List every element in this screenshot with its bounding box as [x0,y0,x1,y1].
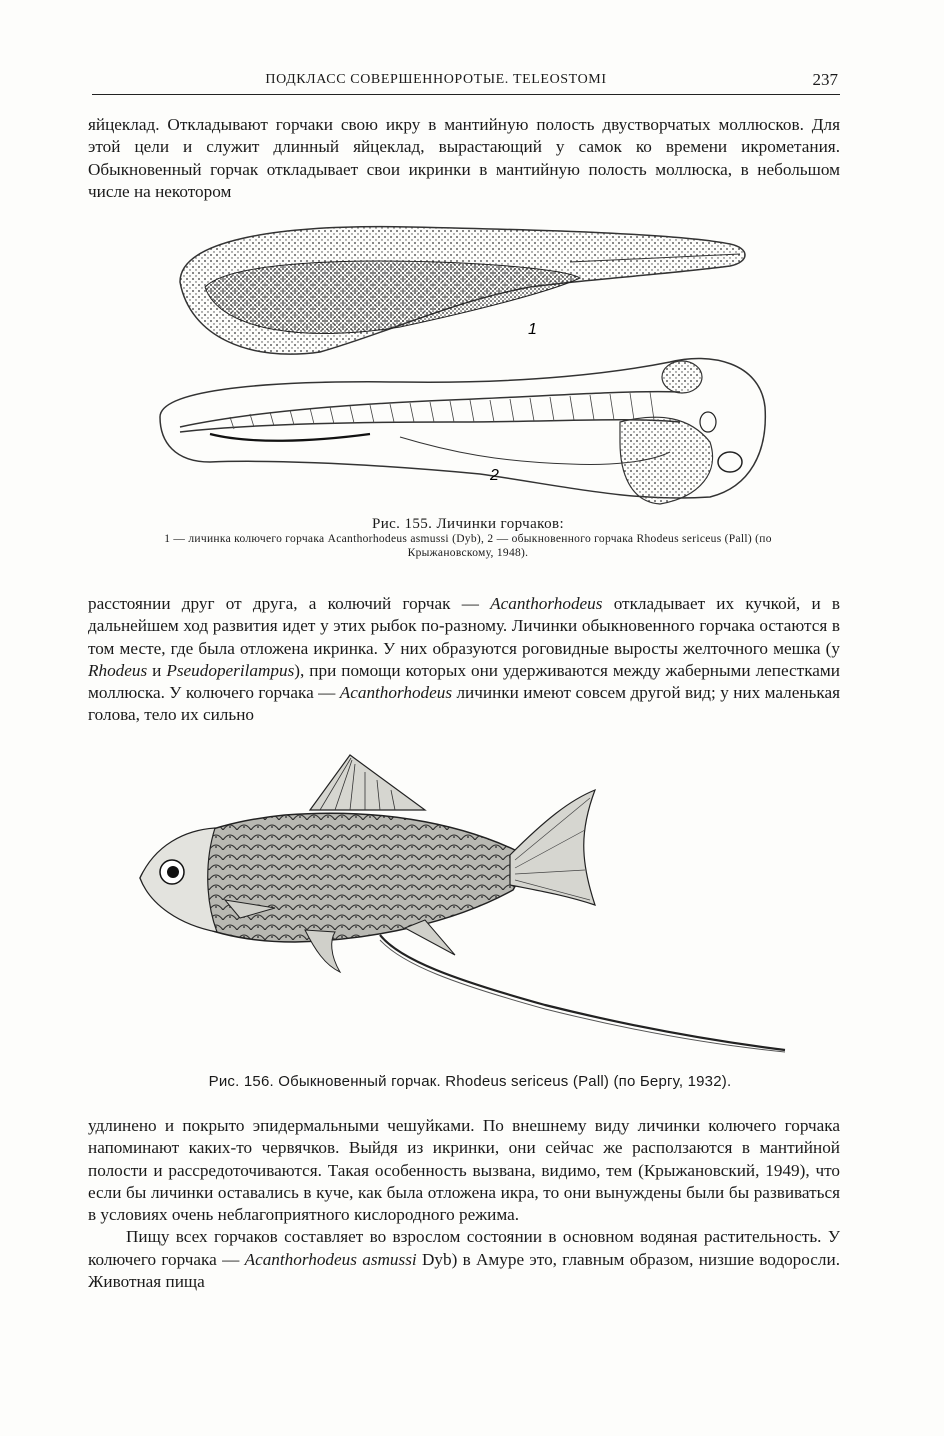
text-run: ), при помощи которых они удерживаются между жаберными лепестками моллюска. У колючего горчака — [88,660,840,703]
header-title: ПОДКЛАСС СОВЕРШЕННОРОТЫЕ. TELEOSTOMI [265,72,607,87]
figure-155-caption [92,516,844,560]
species-name: Acanthorhodeus [339,683,453,703]
text-run: Dyb) в Амуре это, главным образом, низшие водоросли. Животная пища [88,1249,841,1292]
paragraph-bottom-text-2 [88,1226,840,1293]
ovipositor [380,935,785,1050]
paragraph-middle [88,593,840,727]
figure-155-caption-sub: 1 — личинка колючего горчака Acanthorhodeus asmussi (Dyb), 2 — обыкновенного горчака Rhodeus sericeus (Pall) (по Крыжановскому, 1948). [164,533,772,559]
species-name: Acanthorhodeus asmussi [244,1249,417,1269]
figure-156-caption [90,1073,850,1090]
paragraph-top [88,114,840,203]
paragraph-bottom-text-1: удлинено и покрыто эпидермальными чешуйками. По внешнему виду личинки колючего горчака напоминают каких-то червячков. Выйдя из икринки, они сейчас же расползаются в мантийной полости и рассредоточиваются. Такая особенность вызвана, видимо, тем (Крыжановский, 1949), что если бы личинки оставались в куче, как была отложена икра, то они вынуждены были бы развиваться в условиях очень неблагоприятного кислородного режима. [88,1116,840,1225]
text-run: расстоянии друг от друга, а колючий горчак — [88,594,491,613]
text-run: и [147,660,167,680]
text-run: личинки имеют совсем другой вид; у них маленькая голова, тело их сильно [88,683,840,725]
running-header [92,70,840,95]
dorsal-fin [310,755,425,810]
species-name: Rhodeus [88,660,148,680]
species-name: Acanthorhodeus [490,594,603,613]
paragraph-top-text: яйцеклад. Откладывают горчаки свою икру в мантийную полость двустворчатых моллюсков. Для этой цели и служит длинный яйцеклад, вырастающий у самок ко времени икрометания. Обыкновенный горчак откладывает свои икринки в мантийную полость моллюска, в небольшом числе на некотором [88,115,840,201]
figure-155-caption-title: Рис. 155. Личинки горчаков: [371,516,565,532]
paragraph-bottom [88,1115,840,1293]
figure-156-caption-text: Рис. 156. Обыкновенный горчак. Rhodeus sericeus (Pall) (по Бергу, 1932). [208,1073,732,1090]
text-run: откладывает их кучкой, и в дальнейшем ход развития идет у этих рыбок по-разному. Личинки обыкновенного горчака остаются в том месте, где была отложена икринка. У них образуются роговидные выросты желточного мешка (у [88,594,840,658]
text-run: Пищу всех горчаков составляет во взрослом состоянии в основном водяная растительность. У колючего горчака — [88,1227,840,1269]
paragraph-middle-text [88,593,840,727]
page-number: 237 [812,70,838,89]
larva-1-drawing [180,227,745,354]
species-name: Pseudoperilampus [166,660,295,680]
figure-155-label-2: 2 [490,467,499,484]
figure-156-fish [125,750,795,1060]
larva-2-drawing [160,358,765,504]
figure-155-label-1: 1 [528,321,537,338]
figure-155-larvae [150,212,790,512]
